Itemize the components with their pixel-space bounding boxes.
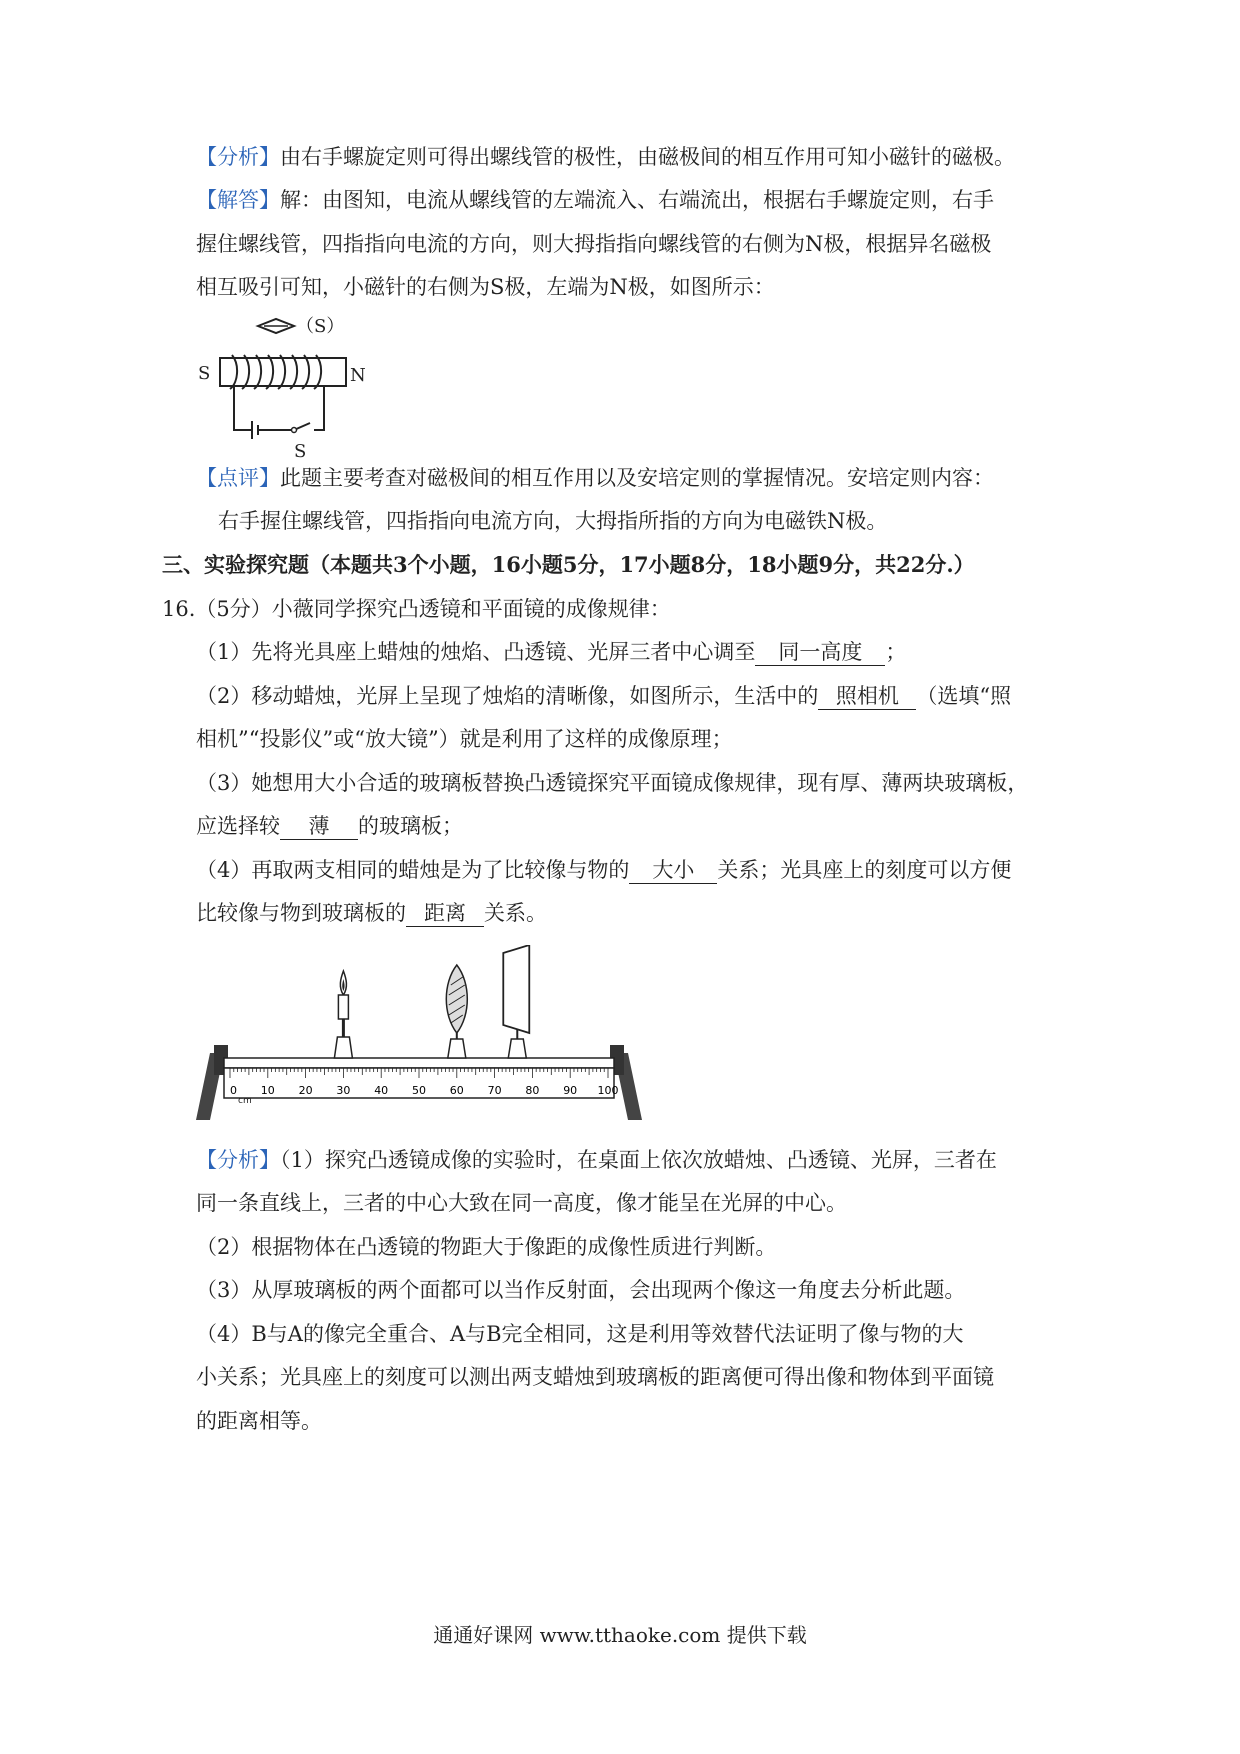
optical-bench-figure — [190, 945, 650, 1125]
answer-line-2: 握住螺线管，四指指向电流的方向，则大拇指指向螺线管的右侧为N极，根据异名磁极 — [196, 232, 992, 256]
scale-label: 60 — [449, 1084, 464, 1097]
q16-part2-end: （选填“照 — [916, 684, 1012, 708]
answer-line-1 — [196, 185, 994, 215]
q16-part2-line2: 相机”“投影仪”或“放大镜”）就是利用了这样的成像原理； — [196, 727, 733, 751]
q16-part4-mid: 关系；光具座上的刻度可以方便 — [717, 858, 1012, 882]
q16-part2-answer: 照相机 — [818, 683, 916, 710]
comment-line-1 — [196, 463, 994, 493]
section-heading: 三、实验探究题（本题共3个小题，16小题5分，17小题8分，18小题9分，共22分.） — [162, 552, 975, 577]
q16-part1-text: （1）先将光具座上蜡烛的烛焰、凸透镜、光屏三者中心调至 — [196, 640, 756, 664]
circuit-wires — [234, 386, 324, 439]
analysis-text: 由右手螺旋定则可得出螺线管的极性，由磁极间的相互作用可知小磁针的磁极。 — [280, 145, 1015, 169]
scale-unit: cm — [238, 1096, 252, 1106]
answer-tag: 【解答】 — [196, 188, 280, 212]
q16-analysis-line-2: 同一条直线上，三者的中心大致在同一高度，像才能呈在光屏的中心。 — [196, 1191, 847, 1215]
q16-part4-text: （4）再取两支相同的蜡烛是为了比较像与物的 — [196, 858, 630, 882]
q16-part3-text: 应选择较 — [196, 814, 280, 838]
needle-pole-label: （S） — [296, 316, 345, 337]
scale-label: 100 — [597, 1084, 619, 1097]
scale-label: 20 — [298, 1084, 313, 1097]
q16-part4-end: 关系。 — [484, 901, 547, 925]
q16-part2-text: （2）移动蜡烛，光屏上呈现了烛焰的清晰像，如图所示，生活中的 — [196, 684, 819, 708]
answer-text-1: 解：由图知，电流从螺线管的左端流入、右端流出，根据右手螺旋定则，右手 — [280, 188, 994, 212]
q16-analysis-line-3: （2）根据物体在凸透镜的物距大于像距的成像性质进行判断。 — [196, 1235, 777, 1259]
q16-part4-line1 — [196, 855, 1011, 885]
q16-part3-line1: （3）她想用大小合适的玻璃板替换凸透镜探究平面镜成像规律，现有厚、薄两块玻璃板， — [196, 771, 1029, 795]
comment-text-1: 此题主要考查对磁极间的相互作用以及安培定则的掌握情况。安培定则内容： — [280, 466, 994, 490]
q16-analysis-line-7: 的距离相等。 — [196, 1409, 322, 1433]
solenoid-figure — [190, 305, 390, 460]
solenoid-coils — [230, 355, 321, 389]
light-screen — [503, 945, 529, 1058]
page-footer: 通通好课网 www.tthaoke.com 提供下载 — [433, 1623, 807, 1647]
scale-label: 0 — [230, 1084, 237, 1097]
q16-part3-end: 的玻璃板； — [358, 814, 463, 838]
q16-stem: 16.（5分）小薇同学探究凸透镜和平面镜的成像规律： — [162, 597, 671, 621]
q16-part4-line2 — [196, 898, 547, 928]
q16-analysis-line-4: （3）从厚玻璃板的两个面都可以当作反射面，会出现两个像这一角度去分析此题。 — [196, 1278, 966, 1302]
q16-part1-end: ； — [885, 640, 907, 664]
q16-part3-line2 — [196, 811, 463, 841]
comment-tag: 【点评】 — [196, 466, 280, 490]
q16-part1-answer: 同一高度 — [755, 639, 885, 666]
q16-analysis-line-6: 小关系；光具座上的刻度可以测出两支蜡烛到玻璃板的距离便可得出像和物体到平面镜 — [196, 1365, 994, 1389]
q16-analysis-line-5: （4）B与A的像完全重合、A与B完全相同，这是利用等效替代法证明了像与物的大 — [196, 1322, 964, 1346]
scale-label: 30 — [336, 1084, 351, 1097]
q16-part4-answer: 大小 — [629, 857, 717, 884]
q16-part1 — [196, 637, 906, 667]
right-pole-label: N — [350, 365, 366, 386]
q16-part2 — [196, 681, 1011, 711]
candle — [334, 971, 352, 1058]
q16-analysis-line-1 — [196, 1145, 997, 1175]
analysis-paragraph — [196, 142, 1015, 172]
scale-label: 50 — [412, 1084, 426, 1097]
switch-contact — [292, 428, 297, 433]
bench-rail — [224, 1058, 614, 1068]
q16-part4-text-2: 比较像与物到玻璃板的 — [196, 901, 406, 925]
q16-analysis-text-1: （1）探究凸透镜成像的实验时，在桌面上依次放蜡烛、凸透镜、光屏，三者在 — [280, 1148, 997, 1172]
analysis-tag: 【分析】 — [196, 145, 280, 169]
answer-line-3: 相互吸引可知，小磁针的右侧为S极，左端为N极，如图所示： — [196, 275, 775, 299]
comment-line-2: 右手握住螺线管，四指指向电流方向，大拇指所指的方向为电磁铁N极。 — [218, 509, 888, 533]
q16-analysis-tag: 【分析】 — [196, 1148, 280, 1172]
switch-label: S — [294, 441, 307, 460]
scale-label: 90 — [563, 1084, 578, 1097]
convex-lens — [446, 965, 467, 1058]
scale-label: 40 — [374, 1084, 389, 1097]
q16-part4-answer-2: 距离 — [406, 900, 484, 927]
left-pole-label: S — [198, 363, 211, 384]
scale-label: 80 — [525, 1084, 540, 1097]
q16-part3-answer: 薄 — [280, 813, 358, 840]
scale-label: 70 — [487, 1084, 502, 1097]
scale-label: 10 — [260, 1084, 275, 1097]
